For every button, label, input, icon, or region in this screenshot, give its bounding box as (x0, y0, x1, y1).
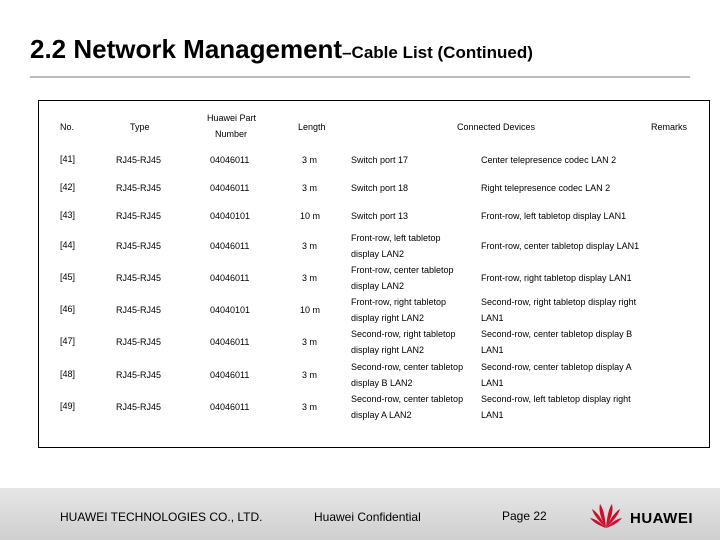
cell-type: RJ45-RJ45 (116, 241, 162, 251)
cell-part-number: 04046011 (210, 402, 250, 412)
cell-length: 3 m (302, 402, 318, 412)
huawei-petal-logo-icon (588, 500, 624, 530)
header-part-line2: Number (215, 129, 248, 139)
page-title (30, 34, 533, 65)
cell-connected-device-a-line: display LAN2 (351, 249, 405, 259)
cell-length: 3 m (302, 183, 318, 193)
huawei-logo-text: HUAWEI (630, 510, 693, 527)
cell-connected-device-b-line: LAN1 (481, 410, 504, 420)
cell-connected-device-b-line: Second-row, right tabletop display right (481, 297, 637, 307)
cell-connected-device-a: Switch port 13 (351, 211, 409, 221)
cell-type: RJ45-RJ45 (116, 370, 162, 380)
cell-type: RJ45-RJ45 (116, 305, 162, 315)
footer-page-number: Page 22 (502, 509, 547, 523)
footer-confidential: Huawei Confidential (314, 510, 421, 524)
cell-no: [48] (60, 369, 76, 379)
cell-connected-device-a: Switch port 17 (351, 155, 409, 165)
cell-connected-device-b-line: Second-row, center tabletop display A (481, 362, 632, 372)
cell-connected-device-b: Front-row, center tabletop display LAN1 (481, 241, 640, 251)
cell-part-number: 04046011 (210, 370, 250, 380)
cell-no: [45] (60, 272, 76, 282)
cell-connected-device-a-line: display LAN2 (351, 281, 405, 291)
cell-connected-device-a-line: Second-row, center tabletop (351, 362, 464, 372)
header-type: Type (130, 122, 150, 132)
cell-connected-device-a-line: Front-row, center tabletop (351, 265, 454, 275)
cell-connected-device-a-line: display right LAN2 (351, 313, 425, 323)
cell-connected-device-b-line: Second-row, center tabletop display B (481, 329, 633, 339)
header-remarks: Remarks (651, 122, 688, 132)
cell-type: RJ45-RJ45 (116, 337, 162, 347)
cell-connected-device-b: Front-row, right tabletop display LAN1 (481, 273, 632, 283)
cell-no: [42] (60, 182, 76, 192)
cell-connected-device-a: Switch port 18 (351, 183, 409, 193)
header-no: No. (60, 122, 75, 132)
header-connected-devices: Connected Devices (457, 122, 536, 132)
cell-no: [46] (60, 304, 76, 314)
cell-connected-device-a-line: Second-row, right tabletop (351, 329, 456, 339)
cell-connected-device-a-line: display A LAN2 (351, 410, 412, 420)
cell-type: RJ45-RJ45 (116, 402, 162, 412)
cell-no: [44] (60, 240, 76, 250)
cell-no: [49] (60, 401, 76, 411)
cell-connected-device-a-line: Second-row, center tabletop (351, 394, 464, 404)
cell-length: 3 m (302, 273, 318, 283)
cell-length: 10 m (300, 305, 321, 315)
cell-part-number: 04046011 (210, 183, 250, 193)
cell-connected-device-a-line: Front-row, left tabletop (351, 233, 441, 243)
cell-length: 3 m (302, 370, 318, 380)
cell-type: RJ45-RJ45 (116, 211, 162, 221)
cell-length: 10 m (300, 211, 321, 221)
cell-part-number: 04046011 (210, 155, 250, 165)
cell-length: 3 m (302, 337, 318, 347)
cell-connected-device-b-line: LAN1 (481, 345, 504, 355)
cell-length: 3 m (302, 155, 318, 165)
cell-type: RJ45-RJ45 (116, 183, 162, 193)
cell-connected-device-b: Right telepresence codec LAN 2 (481, 183, 611, 193)
cell-connected-device-b-line: LAN1 (481, 313, 504, 323)
header-length: Length (298, 122, 326, 132)
title-divider (30, 76, 690, 78)
title-main: 2.2 Network Management (30, 34, 343, 64)
cell-length: 3 m (302, 241, 318, 251)
cell-part-number: 04040101 (210, 211, 251, 221)
cell-part-number: 04046011 (210, 241, 250, 251)
footer-company: HUAWEI TECHNOLOGIES CO., LTD. (60, 510, 263, 524)
cell-connected-device-a-line: Front-row, right tabletop (351, 297, 447, 307)
cell-no: [47] (60, 336, 76, 346)
cell-no: [41] (60, 154, 76, 164)
cell-type: RJ45-RJ45 (116, 273, 162, 283)
cell-part-number: 04046011 (210, 337, 250, 347)
cell-type: RJ45-RJ45 (116, 155, 162, 165)
cell-connected-device-b-line: LAN1 (481, 378, 504, 388)
cell-part-number: 04046011 (210, 273, 250, 283)
title-sub: –Cable List (Continued) (342, 43, 533, 62)
cell-connected-device-a-line: display B LAN2 (351, 378, 413, 388)
cell-connected-device-a-line: display right LAN2 (351, 345, 425, 355)
cell-connected-device-b: Center telepresence codec LAN 2 (481, 155, 617, 165)
cell-no: [43] (60, 210, 76, 220)
cell-part-number: 04040101 (210, 305, 251, 315)
cell-connected-device-b-line: Second-row, left tabletop display right (481, 394, 631, 404)
cell-connected-device-b: Front-row, left tabletop display LAN1 (481, 211, 627, 221)
header-part-line1: Huawei Part (207, 113, 257, 123)
